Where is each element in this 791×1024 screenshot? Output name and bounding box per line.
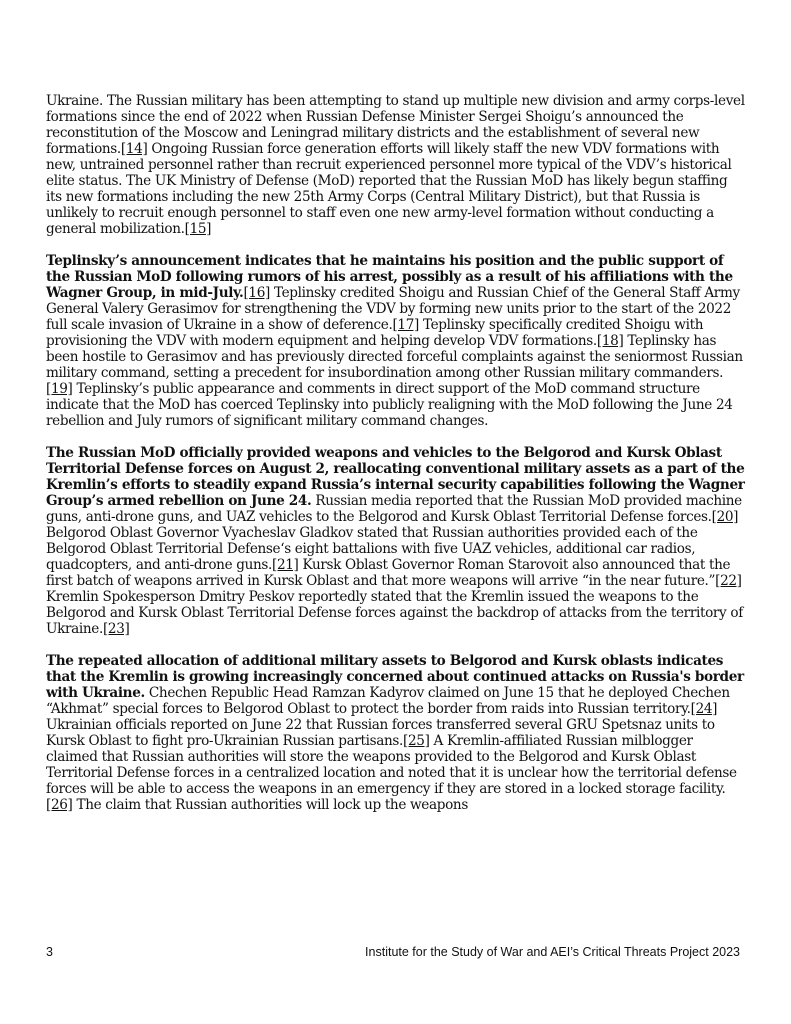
body-text: Teplinsky specifically credited Shoigu with provisioning the VDV with modern equipment and helping develop VDV formations. xyxy=(46,317,704,349)
footnote-link[interactable]: [15] xyxy=(184,221,212,237)
footnote-link[interactable]: [20] xyxy=(711,509,739,525)
footnote-link[interactable]: [18] xyxy=(596,333,624,349)
body-text: Teplinsky credited Shoigu and Russian Chief of the General Staff Army General Valery Gerasimov for strengthening the VDV by forming new units prior to the start of the 2022 full scale invasion of Ukraine in a show of deference. xyxy=(46,285,740,333)
body-text: Ukrainian officials reported on June 22 that Russian forces transferred several GRU Spetsnaz units to Kursk Oblast to fight pro-Ukrainian Russian partisans. xyxy=(46,717,715,749)
body-text: Ongoing Russian force generation efforts will likely staff the new VDV formations with new, untrained personnel rather than recruit experienced personnel more typical of the VDV’s historical elite status. The UK Ministry of Defense (MoD) reported that the Russian MoD has likely begun staffing its new formations including the new 25th Army Corps (Central Military District), but that Russia is unlikely to recruit enough personnel to staff even one new army-level formation without conducting a general mobilization. xyxy=(46,141,732,237)
paragraph xyxy=(46,445,746,637)
paragraph xyxy=(46,653,746,813)
body-text: A Kremlin-affiliated Russian milblogger claimed that Russian authorities will store the weapons provided to the Belgorod and Kursk Oblast Territorial Defense forces in a centralized location and noted that it is unclear how the territorial defense forces will be able to access the weapons in an emergency if they are stored in a locked storage facility. xyxy=(46,733,737,797)
footnote-link[interactable]: [16] xyxy=(243,285,270,301)
footnote-link[interactable]: [14] xyxy=(120,141,148,157)
bold-lead-sentence: The Russian MoD officially provided weapons and vehicles to the Belgorod and Kursk Oblast Territorial Defense forces on August 2, reallocating conventional military assets as a part of the Kremlin’s efforts to steadily expand Russia’s internal security capabilities following the Wagner Group’s armed rebellion on June 24. xyxy=(46,445,745,509)
footnote-link[interactable]: [21] xyxy=(272,557,299,573)
paragraph xyxy=(46,253,746,429)
article-body xyxy=(46,93,746,829)
body-text: Belgorod Oblast Governor Vyacheslav Gladkov stated that Russian authorities provided each of the Belgorod Oblast Territorial Defense‘s eight battalions with five UAZ vehicles, additional car radios, quadcopters, and anti-drone guns. xyxy=(46,525,698,573)
footnote-link[interactable]: [22] xyxy=(715,573,742,589)
body-text: Chechen Republic Head Ramzan Kadyrov claimed on June 15 that he deployed Chechen “Akhmat” special forces to Belgorod Oblast to protect the border from raids into Russian territory. xyxy=(46,685,730,717)
footnote-link[interactable]: [25] xyxy=(403,733,430,749)
paragraph xyxy=(46,93,746,237)
body-text: Russian media reported that the Russian MoD provided machine guns, anti-drone guns, and UAZ vehicles to the Belgorod and Kursk Oblast Territorial Defense forces. xyxy=(46,493,742,525)
bold-lead-sentence: The repeated allocation of additional military assets to Belgorod and Kursk oblasts indicates that the Kremlin is growing increasingly concerned about continued attacks on Russia's border with Ukraine. xyxy=(46,653,744,701)
footnote-link[interactable]: [26] xyxy=(46,797,73,813)
body-text: Kremlin Spokesperson Dmitry Peskov reportedly stated that the Kremlin issued the weapons to the Belgorod and Kursk Oblast Territorial Defense forces against the backdrop of attacks from the territory of Ukraine. xyxy=(46,589,743,637)
page-number: 3 xyxy=(46,945,53,959)
footer-credit: Institute for the Study of War and AEI’s Critical Threats Project 2023 xyxy=(365,945,740,959)
body-text: Ukraine. The Russian military has been attempting to stand up multiple new division and army corps-level formations since the end of 2022 when Russian Defense Minister Sergei Shoigu’s announced the reconstitution of the Moscow and Leningrad military districts and the establishment of several new formations. xyxy=(46,93,745,157)
body-text: The claim that Russian authorities will lock up the weapons xyxy=(72,797,468,813)
body-text: Teplinsky has been hostile to Gerasimov and has previously directed forceful complaints against the seniormost Russian military command, setting a precedent for insubordination among other Russian military commanders. xyxy=(46,333,743,381)
body-text: Kursk Oblast Governor Roman Starovoit also announced that the first batch of weapons arrived in Kursk Oblast and that more weapons will arrive “in the near future.” xyxy=(46,557,731,589)
body-text: Teplinsky’s public appearance and comments in direct support of the MoD command structure indicate that the MoD has coerced Teplinsky into publicly realigning with the MoD following the June 24 rebellion and July rumors of significant military command changes. xyxy=(46,381,733,429)
bold-lead-sentence: Teplinsky’s announcement indicates that he maintains his position and the public support of the Russian MoD following rumors of his arrest, possibly as a result of his affiliations with the Wagner Group, in mid-July. xyxy=(46,253,733,301)
footnote-link[interactable]: [17] xyxy=(392,317,419,333)
footnote-link[interactable]: [24] xyxy=(690,701,718,717)
footnote-link[interactable]: [19] xyxy=(46,381,73,397)
footnote-link[interactable]: [23] xyxy=(102,621,130,637)
